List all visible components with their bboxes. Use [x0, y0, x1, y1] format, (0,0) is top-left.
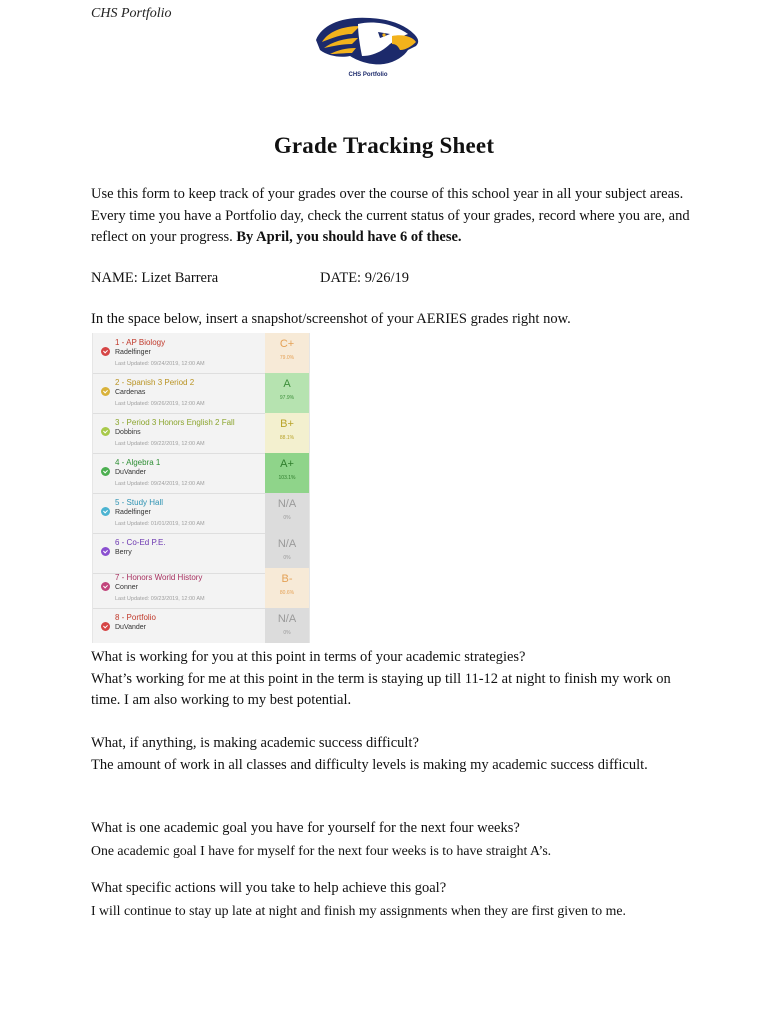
teacher-name: Dobbins	[115, 429, 141, 436]
grade-letter: A	[283, 378, 291, 390]
answer-1-text: What’s working for me at this point in the term is staying up till 11-12 at night to finish my work on time. I am also working to my best potential.	[91, 670, 671, 708]
grade-percent: 0%	[283, 555, 291, 561]
eagle-head-icon	[312, 10, 424, 72]
grade-percent: 80.6%	[279, 590, 295, 596]
answer-4-text: I will continue to stay up late at night and finish my assignments when they are first given to me.	[91, 902, 626, 918]
course-name: 4 - Algebra 1	[115, 458, 161, 467]
grade-letter: B-	[281, 573, 293, 585]
question-4	[91, 878, 711, 921]
grade-row	[93, 453, 309, 494]
teacher-name: Radelfinger	[115, 509, 151, 516]
grade-letter: B+	[280, 418, 294, 430]
intro-text: Use this form to keep track of your grades over the course of this school year in all your subject areas. Every time you have a Portfolio day, check the current status of your grades, record where you are, and reflect on your progress.	[91, 186, 690, 245]
last-updated: Last Updated: 09/23/2019, 12:00 AM	[115, 596, 205, 602]
teacher-name: Conner	[115, 584, 138, 591]
check-circle-icon	[101, 582, 110, 591]
question-1	[91, 647, 691, 712]
grade-percent: 103.1%	[278, 475, 296, 481]
grade-row	[93, 413, 309, 454]
question-4-text: What specific actions will you take to help achieve this goal?	[91, 880, 447, 896]
check-circle-icon	[101, 507, 110, 516]
grade-box	[265, 568, 309, 608]
course-name: 2 - Spanish 3 Period 2	[115, 378, 195, 387]
teacher-name: DuVander	[115, 624, 147, 631]
check-circle-icon	[101, 547, 110, 556]
grade-percent: 79.0%	[279, 355, 295, 361]
grade-percent: 0%	[283, 630, 291, 636]
grade-row	[93, 333, 309, 374]
answer-3-text: One academic goal I have for myself for the next four weeks is to have straight A’s.	[91, 842, 552, 858]
student-name: NAME: Lizet Barrera	[91, 270, 219, 286]
snapshot-prompt: In the space below, insert a snapshot/screenshot of your AERIES grades right now.	[91, 311, 571, 327]
course-name: 7 - Honors World History	[115, 573, 203, 582]
header-label: CHS Portfolio	[91, 6, 172, 21]
grade-box	[265, 453, 309, 493]
grade-box	[265, 533, 309, 573]
teacher-name: Berry	[115, 549, 132, 556]
intro-paragraph	[91, 184, 691, 249]
grade-percent: 97.9%	[279, 395, 295, 401]
page-title: Grade Tracking Sheet	[273, 133, 495, 158]
last-updated: Last Updated: 09/24/2019, 12:00 AM	[115, 481, 205, 487]
question-1-text: What is working for you at this point in terms of your academic strategies?	[91, 649, 526, 665]
grade-percent: 0%	[283, 515, 291, 521]
grade-percent: 88.1%	[279, 435, 295, 441]
question-2	[91, 733, 691, 776]
grade-letter: N/A	[277, 538, 297, 550]
last-updated: Last Updated: 01/01/2019, 12:00 AM	[115, 521, 205, 527]
grade-box	[265, 413, 309, 453]
check-circle-icon	[101, 467, 110, 476]
question-2-text: What, if anything, is making academic success difficult?	[91, 735, 419, 751]
teacher-name: Cardenas	[115, 389, 146, 396]
teacher-name: Radelfinger	[115, 349, 151, 356]
last-updated: Last Updated: 09/22/2019, 12:00 AM	[115, 441, 205, 447]
course-name: 6 - Co-Ed P.E.	[115, 538, 166, 547]
grade-row	[93, 493, 309, 534]
grade-row	[93, 373, 309, 414]
course-name: 5 - Study Hall	[115, 498, 164, 507]
aeries-grades-screenshot	[92, 333, 310, 643]
grade-letter: A+	[280, 458, 294, 470]
question-3	[91, 818, 691, 861]
course-name: 1 - AP Biology	[115, 338, 166, 347]
last-updated: Last Updated: 09/24/2019, 12:00 AM	[115, 361, 205, 367]
grade-box	[265, 333, 309, 373]
question-3-text: What is one academic goal you have for yourself for the next four weeks?	[91, 820, 520, 836]
grade-letter: N/A	[277, 498, 297, 510]
course-name: 8 - Portfolio	[115, 613, 156, 622]
grade-letter: N/A	[277, 613, 297, 625]
check-circle-icon	[101, 347, 110, 356]
grade-row	[93, 568, 309, 609]
check-circle-icon	[101, 622, 110, 631]
answer-2-text: The amount of work in all classes and difficulty levels is making my academic success difficult.	[91, 756, 648, 773]
grade-box	[265, 608, 309, 643]
grade-row	[93, 608, 309, 643]
check-circle-icon	[101, 427, 110, 436]
date-field: DATE: 9/26/19	[320, 270, 410, 286]
grade-box	[265, 493, 309, 533]
grade-letter: C+	[279, 338, 295, 350]
last-updated: Last Updated: 09/26/2019, 12:00 AM	[115, 401, 205, 407]
intro-bold-text: By April, you should have 6 of these.	[236, 229, 462, 245]
teacher-name: DuVander	[115, 469, 147, 476]
course-name: 3 - Period 3 Honors English 2 Fall	[115, 418, 235, 427]
eagle-logo	[312, 10, 424, 84]
grade-box	[265, 373, 309, 413]
check-circle-icon	[101, 387, 110, 396]
logo-caption: CHS Portfolio	[348, 72, 388, 78]
